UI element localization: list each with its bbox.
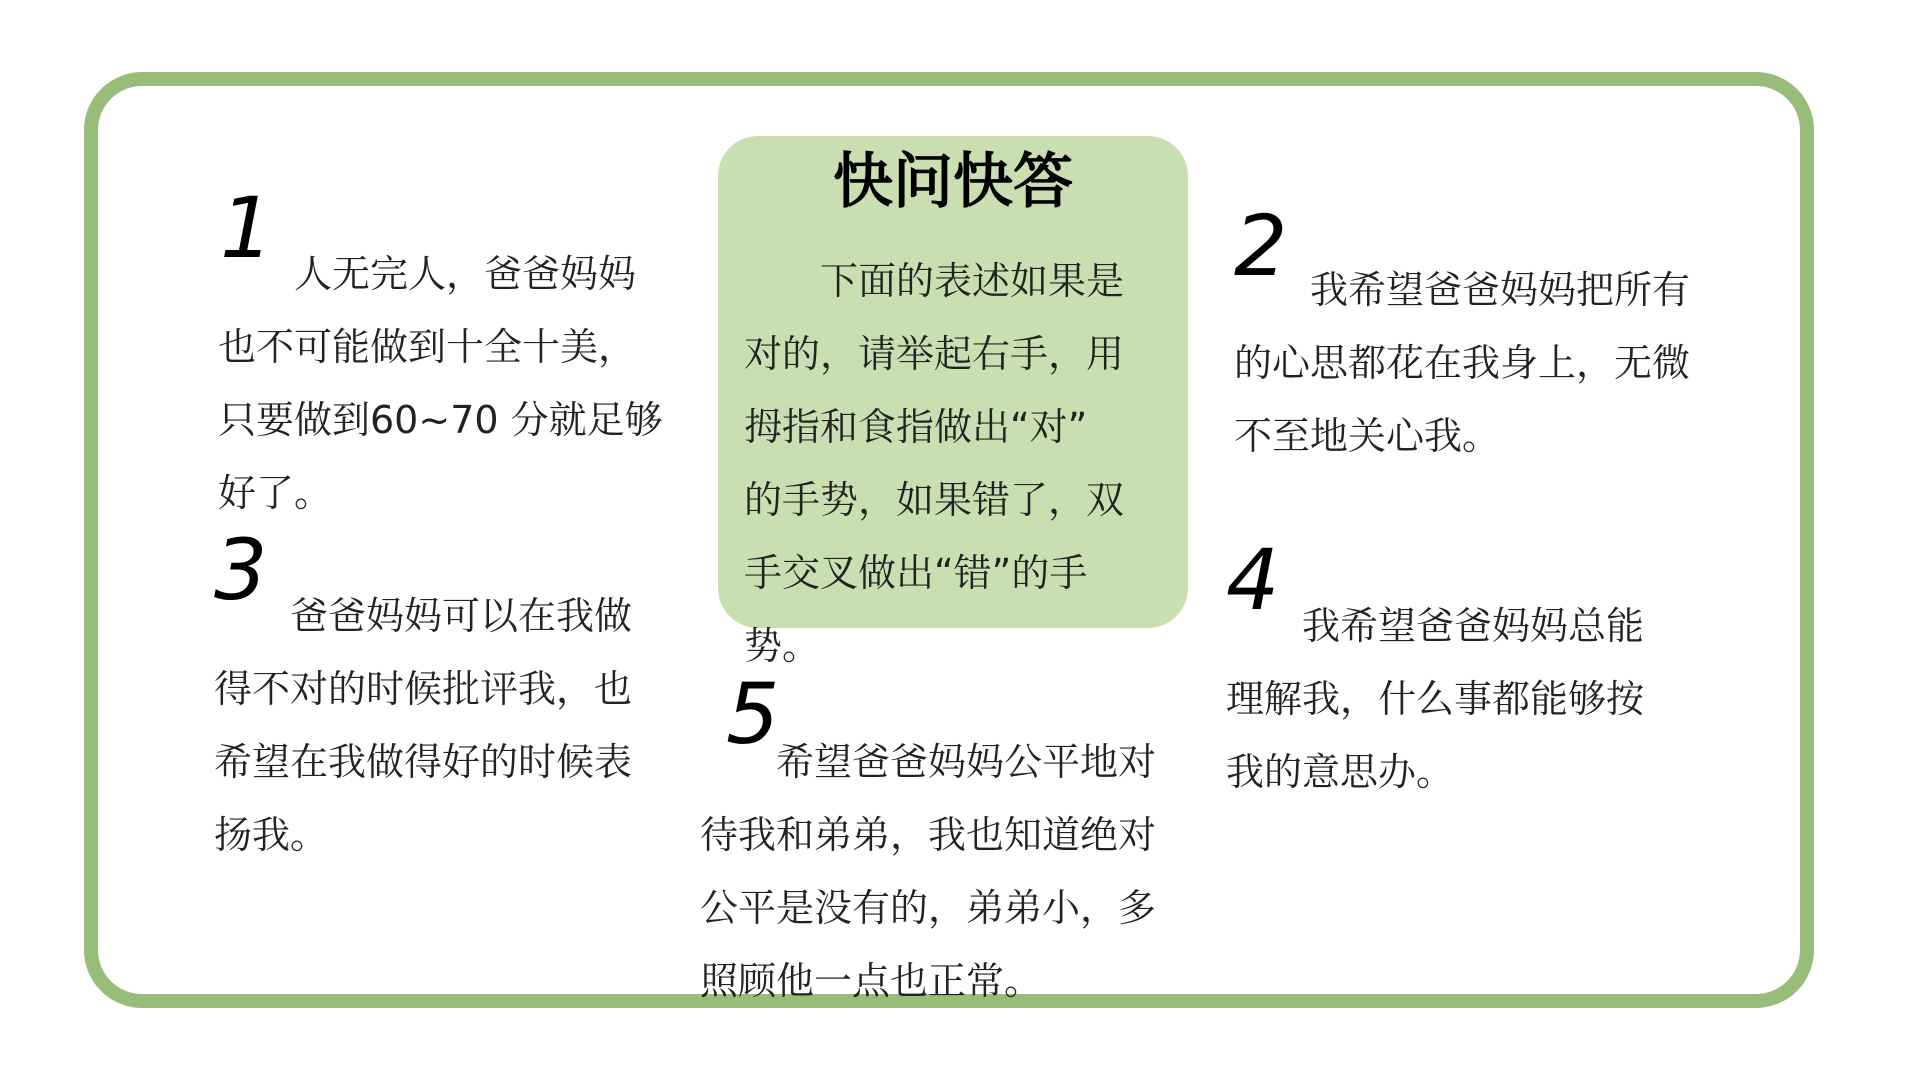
item-number-3: 3: [214, 521, 268, 619]
page-title: 快问快答: [833, 147, 1073, 217]
item-text-5: 希望爸爸妈妈公平地对 待我和弟弟，我也知道绝对 公平是没有的，弟弟小，多 照顾他一点也正常。: [700, 740, 1157, 1003]
item-number-5: 5: [726, 665, 780, 763]
item-text-3: 爸爸妈妈可以在我做 得不对的时候批评我，也 希望在我做得好的时候表 扬我。: [214, 594, 633, 857]
item-text-4: 我希望爸爸妈妈总能 理解我，什么事都能够按 我的意思办。: [1226, 604, 1645, 794]
item-number-4: 4: [1226, 531, 1280, 629]
item-text-2: 我希望爸爸妈妈把所有 的心思都花在我身上，无微 不至地关心我。: [1234, 268, 1691, 458]
intro-text: 下面的表述如果是 对的，请举起右手，用 拇指和食指做出“对” 的手势，如果错了，双 手交叉做出“错”的手 势。: [744, 259, 1125, 668]
item-number-1: 1: [220, 179, 274, 277]
item-number-2: 2: [1234, 197, 1288, 295]
item-text-1: 人无完人，爸爸妈妈 也不可能做到十全十美， 只要做到60~70 分就足够 好了。: [218, 252, 663, 515]
